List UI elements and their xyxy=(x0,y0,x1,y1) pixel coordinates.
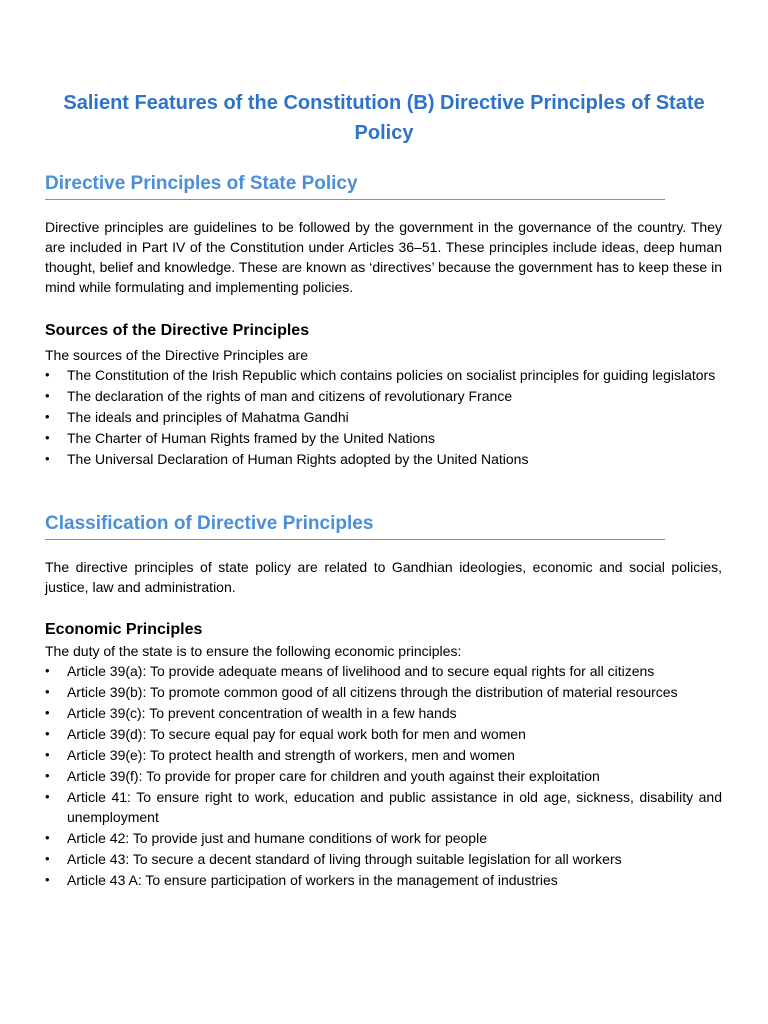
list-item xyxy=(45,787,722,827)
list-item xyxy=(45,849,722,869)
list-item-text: Article 39(d): To secure equal pay for equal work both for men and women xyxy=(67,726,526,742)
bullet-icon: • xyxy=(45,726,50,741)
list-item xyxy=(45,661,722,681)
list-item xyxy=(45,407,722,427)
section-heading-directive-principles: Directive Principles of State Policy xyxy=(45,172,665,200)
bullet-icon: • xyxy=(45,409,50,424)
list-item xyxy=(45,745,722,765)
list-item xyxy=(45,766,722,786)
list-item xyxy=(45,870,722,890)
list-item-text: Article 42: To provide just and humane conditions of work for people xyxy=(67,830,487,846)
list-item-text: The Constitution of the Irish Republic which contains policies on socialist principles for guiding legislators xyxy=(67,367,716,383)
list-item-text: The declaration of the rights of man and citizens of revolutionary France xyxy=(67,388,513,404)
list-item-text: Article 39(c): To prevent concentration of wealth in a few hands xyxy=(67,705,457,721)
bullet-icon: • xyxy=(45,451,50,466)
list-item-text: The Universal Declaration of Human Rights adopted by the United Nations xyxy=(67,451,529,467)
document-title: Salient Features of the Constitution (B) Directive Principles of State Policy xyxy=(63,92,705,144)
list-item xyxy=(45,724,722,744)
bullet-icon: • xyxy=(45,367,50,382)
list-item-text: The ideals and principles of Mahatma Gandhi xyxy=(67,409,349,425)
economic-principles-list xyxy=(45,661,722,891)
intro-paragraph: Directive principles are guidelines to be followed by the government in the governance of the country. They are included in Part IV of the Constitution under Articles 36–51. These principles include ideas, deep human thought, belief and knowledge. These are known as ‘directives’ because the government has to keep these in mind while formulating and implementing policies. xyxy=(45,219,722,295)
bullet-icon: • xyxy=(45,830,50,845)
bullet-icon: • xyxy=(45,388,50,403)
list-item xyxy=(45,682,722,702)
list-item xyxy=(45,449,722,469)
bullet-icon: • xyxy=(45,663,50,678)
list-item xyxy=(45,365,722,385)
bullet-icon: • xyxy=(45,872,50,887)
list-item xyxy=(45,386,722,406)
list-item-text: Article 39(a): To provide adequate means of livelihood and to secure equal rights for all citizens xyxy=(67,663,655,679)
bullet-icon: • xyxy=(45,747,50,762)
sources-list xyxy=(45,365,722,470)
list-item-text: Article 39(b): To promote common good of all citizens through the distribution of material resources xyxy=(67,684,678,700)
list-item-text: The Charter of Human Rights framed by the United Nations xyxy=(67,430,436,446)
list-item-text: Article 39(f): To provide for proper care for children and youth against their exploitation xyxy=(67,768,600,784)
bullet-icon: • xyxy=(45,789,50,804)
list-item-text: Article 41: To ensure right to work, education and public assistance in old age, sickness, disability and unemployment xyxy=(67,789,722,825)
list-item-text: Article 39(e): To protect health and strength of workers, men and women xyxy=(67,747,515,763)
section-heading-classification: Classification of Directive Principles xyxy=(45,512,665,540)
list-item xyxy=(45,828,722,848)
list-item xyxy=(45,428,722,448)
bullet-icon: • xyxy=(45,705,50,720)
list-item-text: Article 43: To secure a decent standard of living through suitable legislation for all workers xyxy=(67,851,622,867)
subheading-economic-principles: Economic Principles xyxy=(45,621,203,638)
bullet-icon: • xyxy=(45,768,50,783)
bullet-icon: • xyxy=(45,430,50,445)
economic-intro: The duty of the state is to ensure the following economic principles: xyxy=(45,643,462,659)
classification-paragraph: The directive principles of state policy are related to Gandhian ideologies, economic and social policies, justice, law and administration. xyxy=(45,559,722,595)
bullet-icon: • xyxy=(45,851,50,866)
subheading-sources: Sources of the Directive Principles xyxy=(45,322,310,339)
bullet-icon: • xyxy=(45,684,50,699)
sources-intro: The sources of the Directive Principles are xyxy=(45,347,308,363)
list-item-text: Article 43 A: To ensure participation of workers in the management of industries xyxy=(67,872,558,888)
list-item xyxy=(45,703,722,723)
